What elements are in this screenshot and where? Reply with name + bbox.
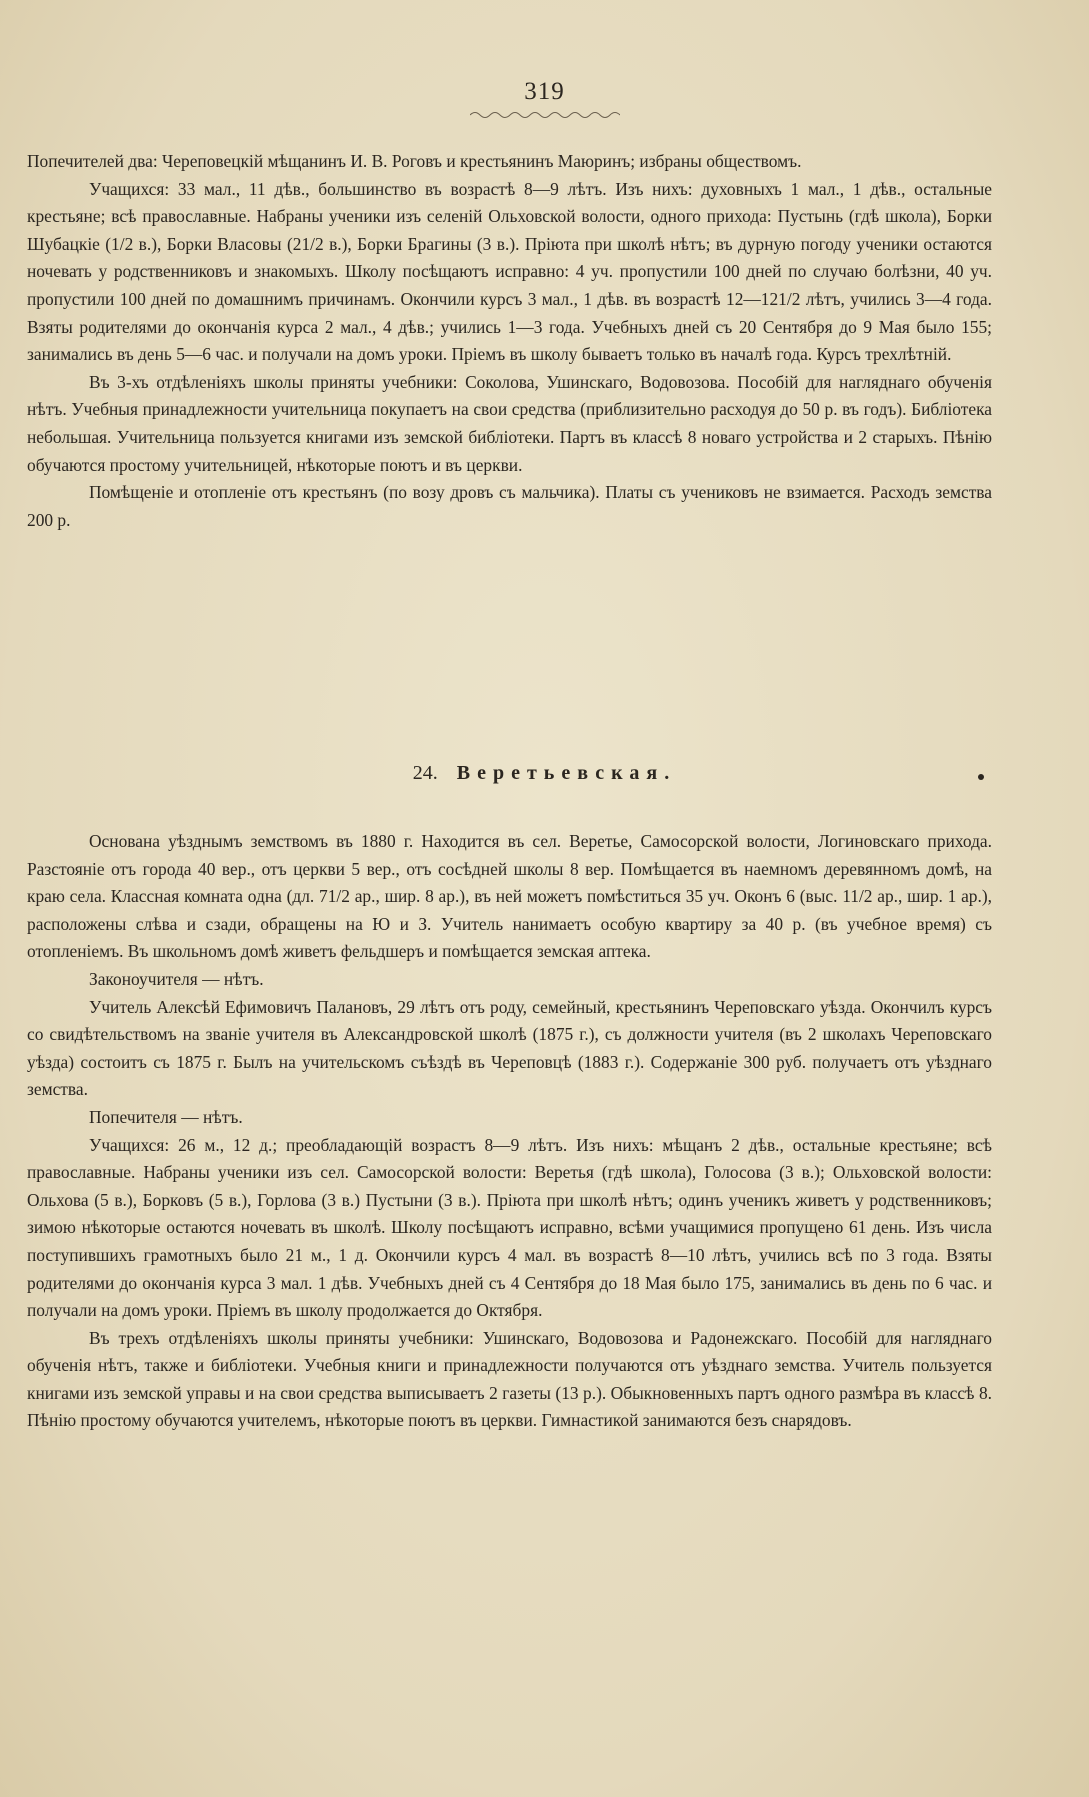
paragraph: Учащихся: 33 мал., 11 дѣв., большинство въ возрастѣ 8—9 лѣтъ. Изъ нихъ: духовныхъ 1 мал., 1 дѣв., остальные крестьяне; всѣ православные. Набраны ученики изъ селеній Ольховской волости, одного прихода: Пустынь (гдѣ школа), Борки Шубацкіе (1/2 в.), Борки Власовы (21/2 в.), Борки Брагины (3 в.). Пріюта при школѣ нѣтъ; въ дурную погоду ученики остаются ночевать у родственниковъ и знакомыхъ. Школу посѣщаютъ исправно: 4 уч. пропустили 100 дней по случаю болѣзни, 40 уч. пропустили 100 дней по домашнимъ причинамъ. Окончили курсъ 3 мал., 1 дѣв. въ возрастѣ 12—121/2 лѣтъ, учились 3—4 года. Взяты родителями до окончанія курса 2 мал., 4 дѣв.; учились 1—3 года. Учебныхъ дней съ 20 Сентября до 9 Мая было 155; занимались въ день 5—6 час. и получали на домъ уроки. Пріемъ въ школу бываетъ только въ началѣ года. Курсъ трехлѣтній.	[27, 178, 992, 365]
paragraph: Основана уѣзднымъ земствомъ въ 1880 г. Находится въ сел. Веретье, Самосорской волости, Логиновскаго прихода. Разстояніе отъ города 40 вер., отъ церкви 5 вер., отъ сосѣдней школы 8 вер. Помѣщается въ наемномъ деревянномъ домѣ, на краю села. Классная комната одна (дл. 71/2 ар., шир. 8 ар.), въ ней можетъ помѣститься 35 уч. Оконъ 6 (выс. 11/2 ар., шир. 1 ар.), расположены слѣва и сзади, обращены на Ю и З. Учитель нанимаетъ особую квартиру за 40 р. (въ учебное время) съ отопленіемъ. Въ школьномъ домѣ живетъ фельдшеръ и помѣщается земская аптека.	[27, 831, 992, 962]
paragraph: Попечителя — нѣтъ.	[89, 1106, 243, 1127]
section-title: Веретьевская.	[456, 762, 677, 784]
paragraph: Учащихся: 26 м., 12 д.; преобладающій возрастъ 8—9 лѣтъ. Изъ нихъ: мѣщанъ 2 дѣв., остальные крестьяне; всѣ православные. Набраны ученики изъ сел. Самосорской волости: Веретья (гдѣ школа), Голосова (3 в.); Ольховской волости: Ольхова (5 в.), Борковъ (5 в.), Горлова (3 в.) Пустыни (3 в.). Пріюта при школѣ нѣтъ; одинъ ученикъ живетъ у родственниковъ; зимою нѣкоторые остаются ночевать въ школѣ. Школу посѣщаютъ исправно, всѣми учащимися пропущено 61 день. Изъ числа поступившихъ грамотныхъ было 21 м., 1 д. Окончили курсъ 4 мал. въ возрастѣ 8—10 лѣтъ, учились всѣ по 3 года. Взяты родителями до окончанія курса 3 мал. 1 дѣв. Учебныхъ дней съ 4 Сентября до 18 Мая было 175, занимались въ день по 6 час. и получали на домъ уроки. Пріемъ въ школу продолжается до Октября.	[27, 1134, 992, 1321]
page-number: 319	[524, 78, 565, 105]
section-heading	[0, 762, 1089, 785]
paragraph: Законоучителя — нѣтъ.	[89, 968, 264, 989]
section-veretievskaya	[27, 828, 992, 1435]
paragraph: Въ трехъ отдѣленіяхъ школы приняты учебники: Ушинскаго, Водовозова и Радонежскаго. Пособій для нагляднаго обученія нѣтъ, также и библіотеки. Учебныя книги и принадлежности получаются отъ уѣзднаго земства. Учитель пользуется книгами изъ земской управы и на свои средства выписываетъ 2 газеты (13 р.). Обыкновенныхъ партъ одного размѣра въ классѣ 8. Пѣнію простому обучаются учителемъ, нѣкоторые поютъ въ церкви. Гимнастикой занимаются безъ снарядовъ.	[27, 1327, 992, 1431]
paragraph: Учитель Алексѣй Ефимовичъ Палановъ, 29 лѣтъ отъ роду, семейный, крестьянинъ Череповскаго уѣзда. Окончилъ курсъ со свидѣтельствомъ на званіе учителя въ Александровской школѣ (1875 г.), съ должности учителя (въ 2 школахъ Череповскаго уѣзда) состоитъ съ 1875 г. Былъ на учительскомъ съѣздѣ въ Череповцѣ (1883 г.). Содержаніе 300 руб. получаетъ отъ уѣзднаго земства.	[27, 996, 992, 1100]
ink-dot	[978, 774, 984, 780]
section-number: 24.	[412, 762, 438, 784]
paragraph: Помѣщеніе и отопленіе отъ крестьянъ (по возу дровъ съ мальчика). Платы съ учениковъ не взимается. Расходъ земства 200 р.	[27, 482, 992, 530]
paragraph: Въ 3-хъ отдѣленіяхъ школы приняты учебники: Соколова, Ушинскаго, Водовозова. Пособій для нагляднаго обученія нѣтъ. Учебныя принадлежности учительница покупаетъ на свои средства (приблизительно расходуя до 50 р. въ годъ). Библіотека небольшая. Учительница пользуется книгами изъ земской библіотеки. Партъ въ классѣ 8 новаго устройства и 2 старыхъ. Пѣнію обучаются простому учительницей, нѣкоторые поютъ и въ церкви.	[27, 371, 992, 475]
ornament-squiggle	[470, 110, 620, 120]
section-previous-school	[27, 148, 992, 534]
paragraph: Попечителей два: Череповецкій мѣщанинъ И. В. Роговъ и крестьянинъ Маюринъ; избраны обществомъ.	[27, 151, 802, 171]
